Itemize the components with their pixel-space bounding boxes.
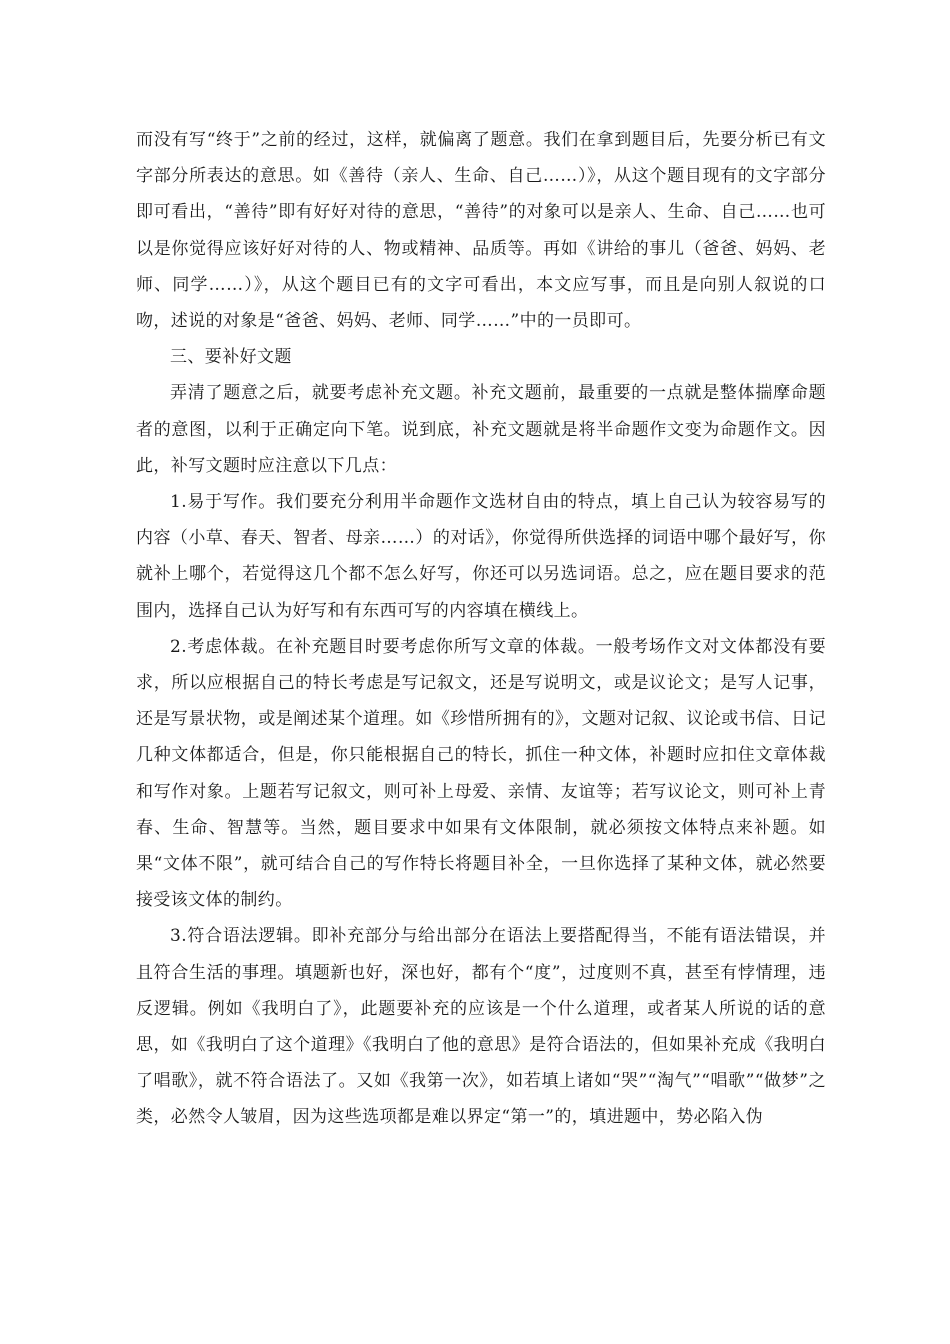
paragraph-point-2: 2.考虑体裁。在补充题目时要考虑你所写文章的体裁。一般考场作文对文体都没有要求，所以应根据自己的特长考虑是写记叙文，还是写说明文，或是议论文；是写人记事，还是写景状物，或是阐述某个道理。如《珍惜所拥有的》，文题对记叙、议论或书信、日记几种文体都适合，但是，你只能根据自己的特长，抓住一种文体，补题时应扣住文章体裁和写作对象。上题若写记叙文，则可补上母爱、亲情、友谊等；若写议论文，则可补上青春、生命、智慧等。当然，题目要求中如果有文体限制，就必须按文体特点来补题。如果“文体不限”，就可结合自己的写作特长将题目补全，一旦你选择了某种文体，就必然要接受该文体的制约。 bbox=[136, 636, 826, 911]
paragraph-intro: 弄清了题意之后，就要考虑补充文题。补充文题前，最重要的一点就是整体揣摩命题者的意图，以利于正确定向下笔。说到底，补充文题就是将半命题作文变为命题作文。因此，补写文题时应注意以下几点： bbox=[136, 383, 826, 476]
paragraph-point-3: 3.符合语法逻辑。即补充部分与给出部分在语法上要搭配得当，不能有语法错误，并且符合生活的事理。填题新也好，深也好，都有个“度”，过度则不真，甚至有悖情理，违反逻辑。例如《我明白了》，此题要补充的应该是一个什么道理，或者某人所说的话的意思，如《我明白了这个道理》《我明白了他的意思》是符合语法的，但如果补充成《我明白了唱歌》，就不符合语法了。又如《我第一次》，如若填上诸如“哭”“淘气”“唱歌”“做梦”之类，必然令人皱眉，因为这些选项都是难以界定“第一”的，填进题中，势必陷入伪 bbox=[136, 926, 826, 1128]
paragraph-point-1: 1.易于写作。我们要充分利用半命题作文选材自由的特点，填上自己认为较容易写的内容（小草、春天、智者、母亲……）的对话》，你觉得所供选择的词语中哪个最好写，你就补上哪个，若觉得这几个都不怎么好写，你还可以另选词语。总之，应在题目要求的范围内，选择自己认为好写和有东西可写的内容填在横线上。 bbox=[136, 492, 826, 621]
section-heading: 三、要补好文题 bbox=[170, 347, 292, 368]
paragraph-continuation: 而没有写“终于”之前的经过，这样，就偏离了题意。我们在拿到题目后，先要分析已有文字部分所表达的意思。如《善待（亲人、生命、自己……）》，从这个题目现有的文字部分即可看出，“善待”即有好好对待的意思，“善待”的对象可以是亲人、生命、自己……也可以是你觉得应该好好对待的人、物或精神、品质等。再如《讲给的事儿（爸爸、妈妈、老师、同学……）》，从这个题目已有的文字可看出，本文应写事，而且是向别人叙说的口吻，述说的对象是“爸爸、妈妈、老师、同学……”中的一员即可。 bbox=[136, 130, 826, 332]
document-body bbox=[136, 122, 826, 1136]
